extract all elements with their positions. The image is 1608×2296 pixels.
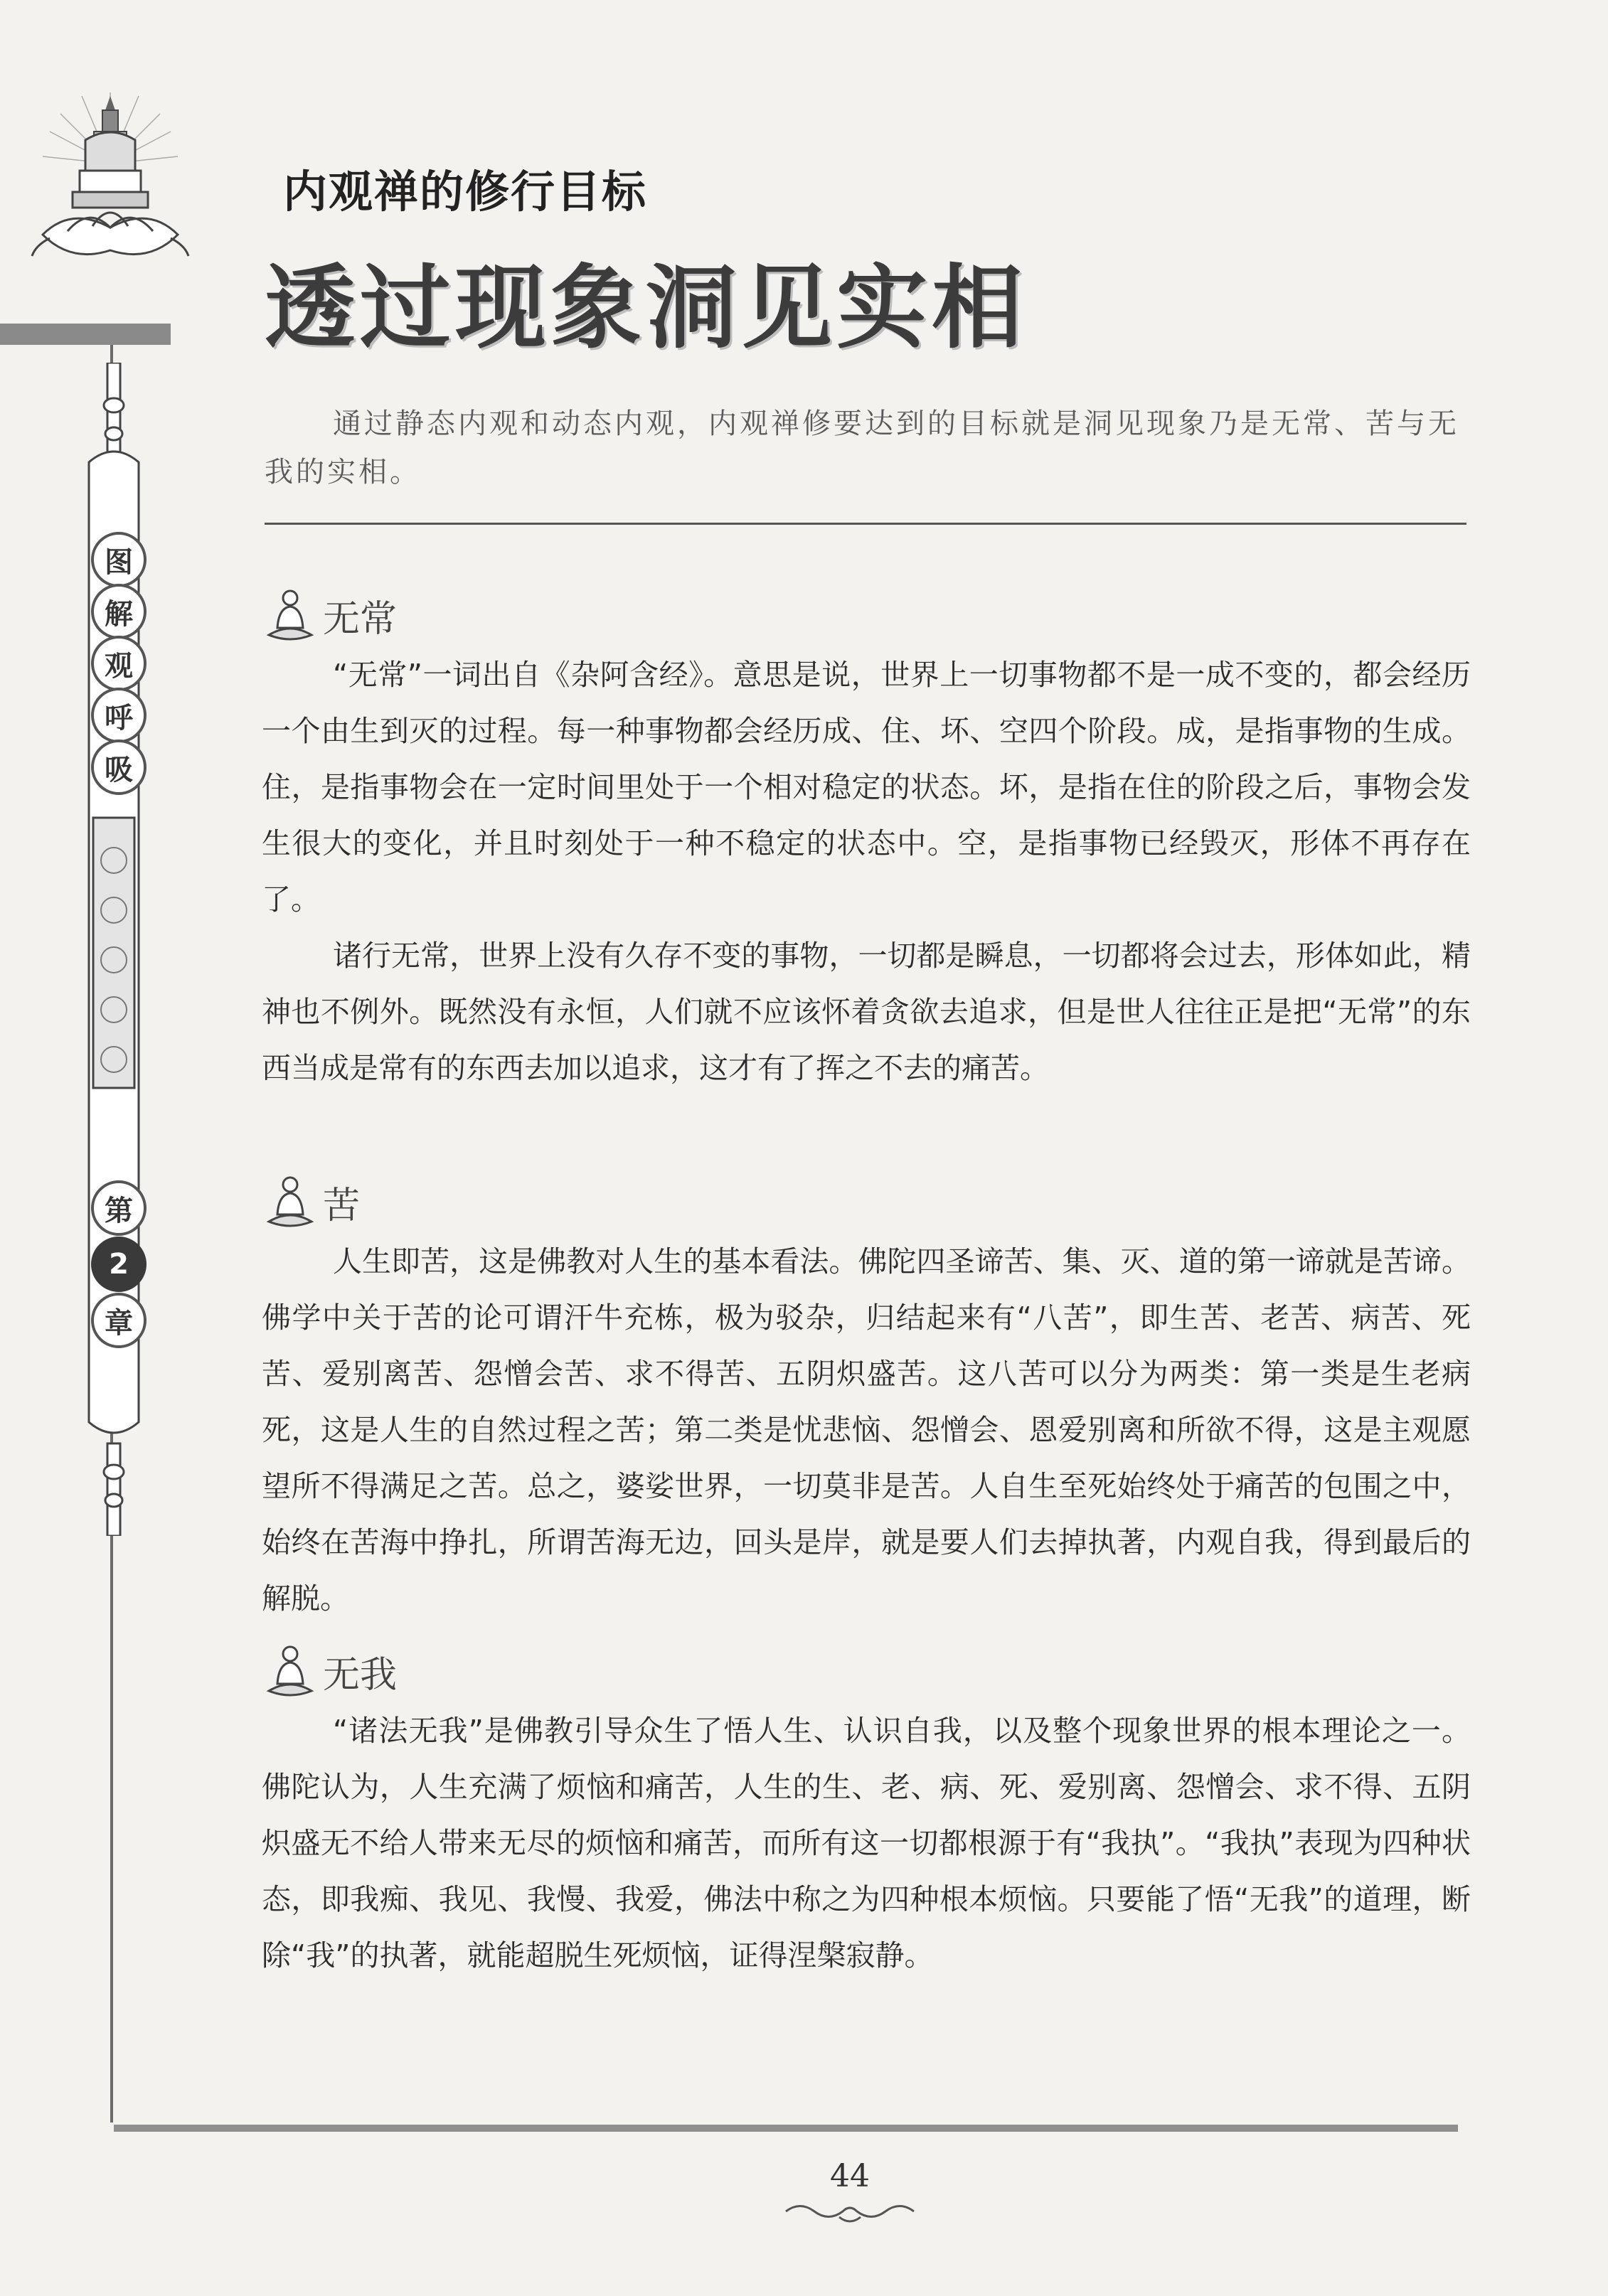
section-heading-impermanence: [265, 587, 397, 644]
book-title-char: 观: [91, 636, 147, 691]
book-title-char: 解: [91, 584, 147, 639]
section-title: 无我: [323, 1653, 398, 1697]
intro-divider: [265, 523, 1466, 525]
section-title: 无常: [323, 597, 398, 641]
section-subtitle: 内观禅的修行目标: [283, 166, 648, 218]
chapter-char: 章: [91, 1293, 147, 1348]
book-title-char: 呼: [91, 688, 147, 743]
paragraph: 人生即苦，这是佛教对人生的基本看法。佛陀四圣谛苦、集、灭、道的第一谛就是苦谛。佛学中关于苦的论可谓汗牛充栋，极为驳杂，归结起来有“八苦”，即生苦、老苦、病苦、死苦、爱别离苦、怨憎会苦、求不得苦、五阴炽盛苦。这八苦可以分为两类：第一类是生老病死，这是人生的自然过程之苦；第二类是忧悲恼、怨憎会、恩爱别离和所欲不得，这是主观愿望所不得满足之苦。总之，婆娑世界，一切莫非是苦。人自生至死始终处于痛苦的包围之中，始终在苦海中挣扎，所谓苦海无边，回头是岸，就是要人们去掉执著，内观自我，得到最后的解脱。: [262, 1244, 1471, 1616]
book-title-char: 吸: [91, 739, 147, 795]
section-heading-non-self: [265, 1643, 397, 1699]
chapter-number: 2: [91, 1237, 147, 1292]
footer-rule: [114, 2125, 1458, 2132]
meditating-monk-icon: [265, 587, 316, 644]
paragraph: “诸法无我”是佛教引导众生了悟人生、认识自我，以及整个现象世界的根本理论之一。佛陀认为，人生充满了烦恼和痛苦，人生的生、老、病、死、爱别离、怨憎会、求不得、五阴炽盛无不给人带来无尽的烦恼和痛苦，而所有这一切都根源于有“我执”。“我执”表现为四种状态，即我痴、我见、我慢、我爱，佛法中称之为四种根本烦恼。只要能了悟“无我”的道理，断除“我”的执著，就能超脱生死烦恼，证得涅槃寂静。: [262, 1714, 1471, 1972]
book-title-char: 图: [91, 532, 147, 587]
page-number: 44: [830, 2158, 870, 2194]
cloud-ornament-icon: [779, 2197, 921, 2226]
paragraph: “无常”一词出自《杂阿含经》。意思是说，世界上一切事物都不是一成不变的，都会经历一个由生到灭的过程。每一种事物都会经历成、住、坏、空四个阶段。成，是指事物的生成。住，是指事物会在一定时间里处于一个相对稳定的状态。坏，是指在住的阶段之后，事物会发生很大的变化，并且时刻处于一种不稳定的状态中。空，是指事物已经毁灭，形体不再存在了。: [262, 658, 1471, 917]
meditating-monk-icon: [265, 1643, 316, 1699]
meditating-monk-icon: [265, 1173, 316, 1230]
page-title: 透过现象洞见实相: [265, 255, 1028, 361]
chapter-char: 第: [91, 1180, 147, 1236]
header-accent-bar: [0, 324, 171, 345]
section-heading-suffering: [265, 1173, 360, 1230]
stupa-lotus-icon: [28, 85, 192, 306]
paragraph: 诸行无常，世界上没有久存不变的事物，一切都是瞬息，一切都将会过去，形体如此，精神也不例外。既然没有永恒，人们就不应该怀着贪欲去追求，但是世人往往正是把“无常”的东西当成是常有的东西去加以追求，这才有了挥之不去的痛苦。: [262, 939, 1471, 1085]
section-title: 苦: [323, 1184, 361, 1227]
intro-paragraph: 通过静态内观和动态内观，内观禅修要达到的目标就是洞见现象乃是无常、苦与无我的实相。: [265, 407, 1459, 488]
